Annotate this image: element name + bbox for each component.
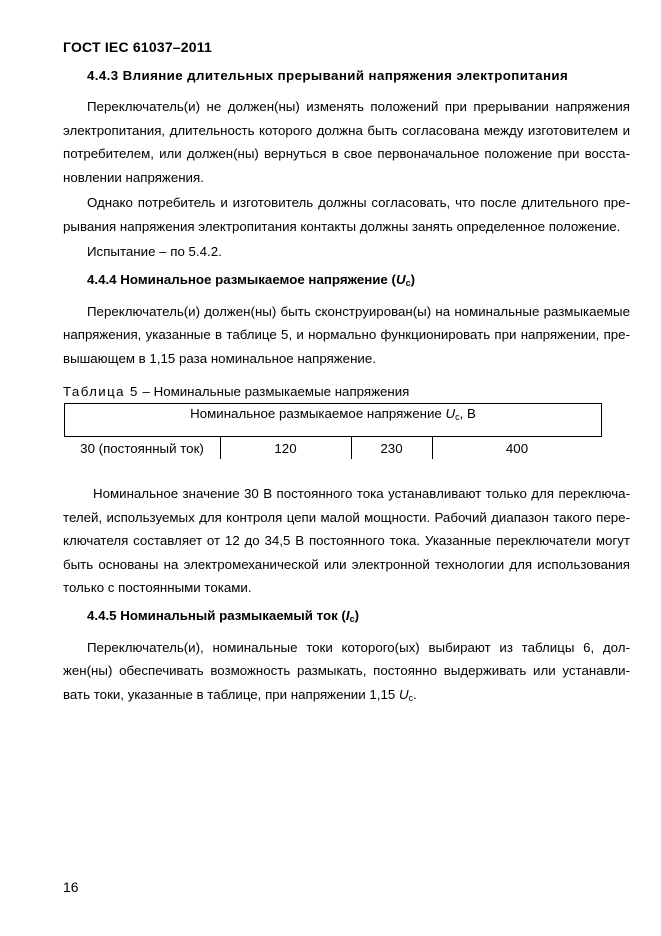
table-5-header-cell — [65, 404, 602, 437]
paragraph-end: . — [413, 686, 417, 702]
table-5-header-symbol: U — [445, 406, 456, 421]
voltage-symbol: U — [398, 686, 409, 702]
voltage-symbol: U — [395, 271, 406, 287]
table-5 — [64, 403, 602, 459]
section-4-4-3-test-reference: Испытание – по 5.4.2. — [87, 244, 222, 259]
table-5-caption — [63, 384, 630, 399]
table-5-value-cell: 30 (постоянный ток) — [65, 437, 221, 460]
section-4-4-5-paragraph-1 — [63, 636, 630, 711]
heading-close-paren: ) — [354, 607, 360, 623]
section-4-4-5-heading — [87, 608, 630, 624]
section-4-4-4-heading-text: 4.4.4 Номинальное размыкаемое напряжение ( — [87, 271, 396, 287]
current-subscript: c — [349, 613, 355, 624]
section-4-4-4-paragraph-1: Переключатель(и) должен(ны) быть сконструирован(ы) на номинальные размыкаемые напряжения, указанные в таблице 5, и нормально функционировать при напряжении, превышающем в 1,15 раза номинальное напряжение. — [63, 303, 630, 366]
current-symbol: I — [345, 607, 350, 623]
table-5-header-row — [65, 404, 602, 437]
section-4-4-5-paragraph-text: Переключатель(и), номинальные токи которого(ых) выбирают из таблицы 6, должен(ны) обеспечивать возможность размыкать, постоянно выдерживать или устанавливать токи, указанные в таблице, при напряжении 1,15 — [63, 639, 630, 702]
document-body — [63, 68, 630, 712]
section-4-4-3-paragraph-1: Переключатель(и) не должен(ны) изменять положений при прерывании напряжения электропитания, длительность которого должна быть согласована между изготовителем и потребителем, или должен(ны) вернуться в свое первоначальное положение при восстановлении напряжения. — [63, 99, 630, 185]
table-5-note-paragraph: Номинальное значение 30 В постоянного тока устанавливают только для переключателей, используемых для контроля цепи малой мощности. Рабочий диапазон такого переключателя составляет от 12 до 34,5 В постоянного тока. Указанные переключатели могут быть основаны на электромеханической или электронной технологии для использования только с постоянными токами. — [63, 486, 630, 595]
table-5-value-cell: 400 — [432, 437, 602, 460]
page-number: 16 — [63, 879, 79, 895]
table-5-header-text: Номинальное размыкаемое напряжение — [190, 406, 446, 421]
heading-close-paren: ) — [410, 271, 416, 287]
voltage-subscript: c — [405, 277, 411, 288]
table-5-header-subscript: c — [455, 412, 460, 422]
table-5-value-cell: 120 — [220, 437, 351, 460]
section-4-4-4-heading — [87, 272, 630, 288]
table-5-value-cell: 230 — [351, 437, 432, 460]
section-4-4-3-heading: 4.4.3 Влияние длительных прерываний напряжения электропитания — [87, 68, 569, 83]
table-5-caption-label: Таблица 5 — [63, 384, 139, 399]
section-4-4-3-paragraph-2: Однако потребитель и изготовитель должны согласовать, что после длительного прерывания напряжения электропитания контакты должны занять определенное положение. — [63, 195, 630, 234]
section-4-4-5-heading-text: 4.4.5 Номинальный размыкаемый ток ( — [87, 607, 346, 623]
table-5-caption-text: – Номинальные размыкаемые напряжения — [138, 384, 410, 399]
voltage-subscript: c — [408, 692, 414, 703]
table-5-header-unit: , В — [459, 406, 476, 421]
document-header: ГОСТ IEC 61037–2011 — [63, 39, 212, 55]
table-5-values-row — [65, 437, 602, 460]
